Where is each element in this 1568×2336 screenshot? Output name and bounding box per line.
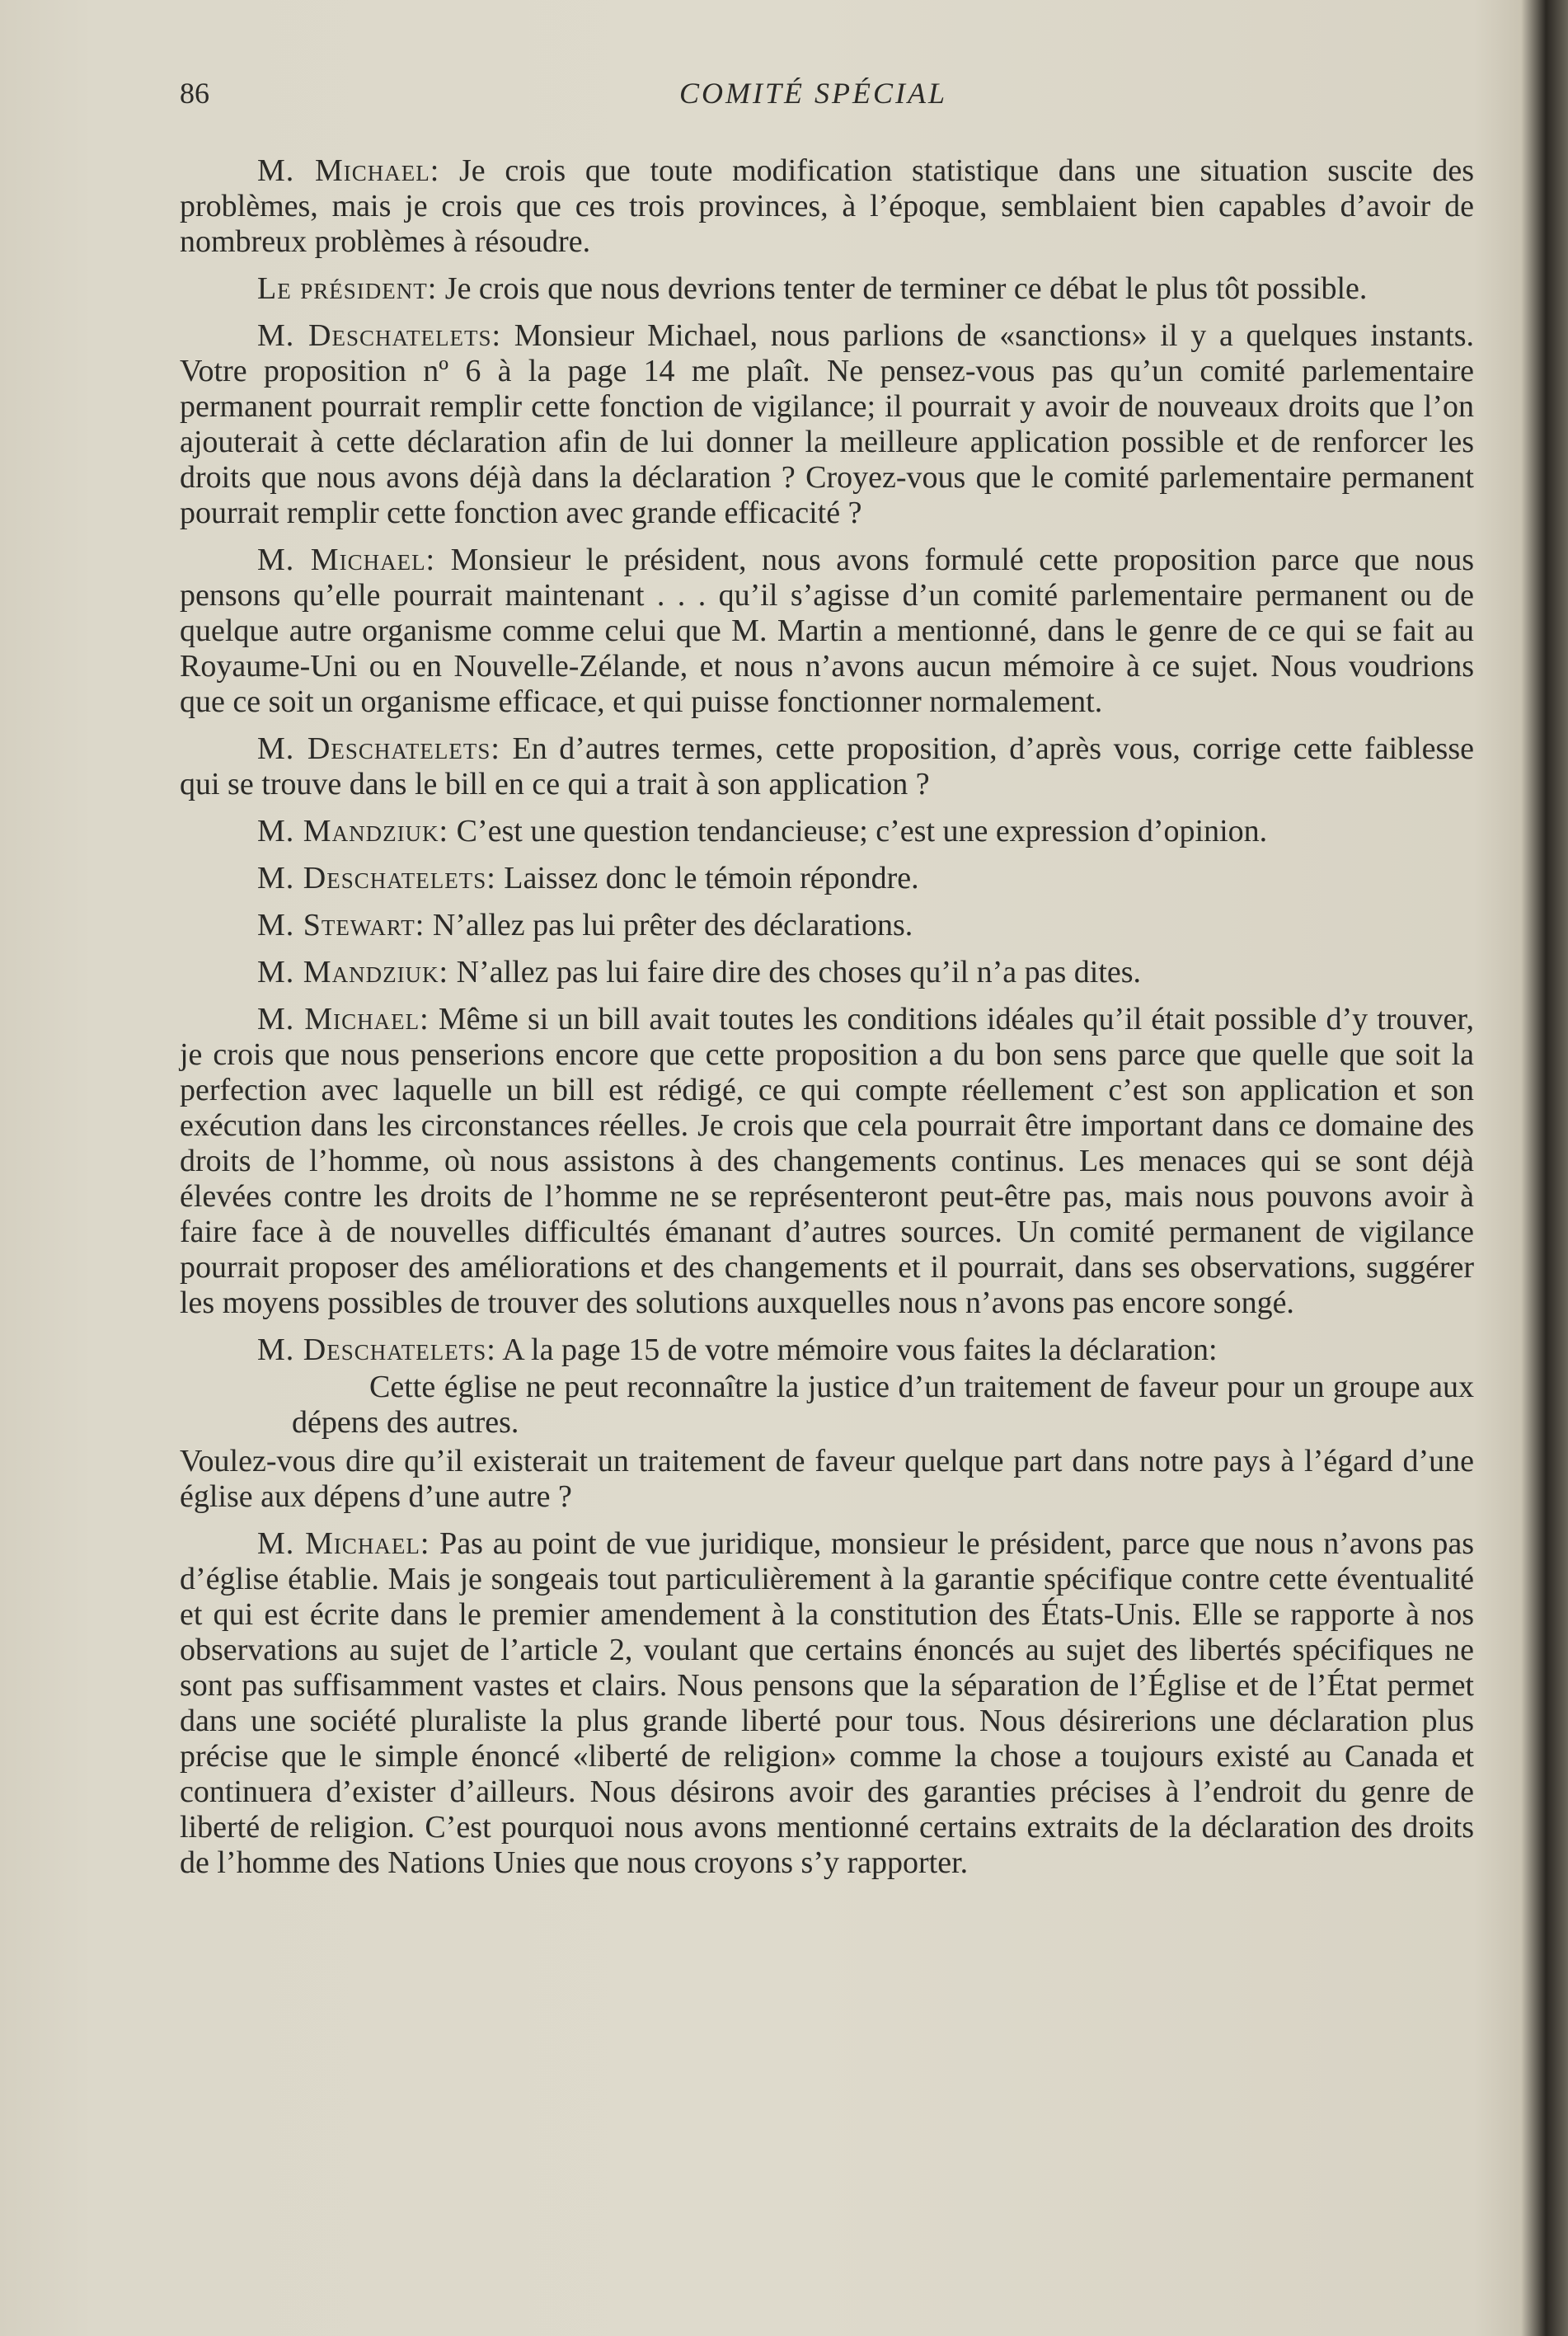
- paragraph: [180, 318, 1474, 531]
- paragraph: [180, 908, 1474, 943]
- paragraph-text: Je crois que toute modification statistique dans une situation suscite des problèmes, mais je crois que ces trois provinces, à l’époque, semblaient bien capables d’avoir de nombreux problèmes à résoudre.: [180, 153, 1474, 259]
- paragraph-text: Monsieur Michael, nous parlions de «sanctions» il y a quelques instants. Votre proposition nº 6 à la page 14 me plaît. Ne pensez-vous pas qu’un comité parlementaire permanent pourrait remplir cette fonction de vigilance; il pourrait y avoir de nouveaux droits que l’on ajouterait à cette déclaration afin de lui donner la meilleure application possible et de renforcer les droits que nous avons déjà dans la déclaration ? Croyez-vous que le comité parlementaire permanent pourrait remplir cette fonction avec grande efficacité ?: [180, 318, 1474, 530]
- paragraph-text: Même si un bill avait toutes les conditions idéales qu’il était possible d’y trouver, je crois que nous penserions encore que cette proposition a du bon sens parce que quelle que soit la perfection avec laquelle un bill est rédigé, ce qui compte réellement c’est son application et son exécution dans les circonstances réelles. Je crois que cela pourrait être important dans ce domaine des droits de l’homme, où nous assistons à des changements continus. Les menaces qui se sont déjà élevées contre les droits de l’homme ne se représenteront peut-être pas, mais nous pouvons avoir à faire face à de nouvelles difficultés émanant d’autres sources. Un comité permanent de vigilance pourrait proposer des améliorations et des changements et il pourrait, dans ses observations, suggérer les moyens possibles de trouver des solutions auxquelles nous n’avons pas encore songé.: [180, 1002, 1474, 1320]
- speaker-name: M. Mandziuk:: [257, 814, 449, 848]
- speaker-name: M. Michael:: [257, 543, 436, 577]
- paragraph: [180, 543, 1474, 720]
- speaker-name: M. Deschatelets:: [257, 318, 502, 353]
- speaker-name: M. Deschatelets:: [257, 1333, 496, 1367]
- continuation-paragraph: Voulez-vous dire qu’il existerait un traitement de faveur quelque part dans notre pays à l’égard d’une église aux dépens d’une autre ?: [180, 1444, 1474, 1514]
- paragraph-text: A la page 15 de votre mémoire vous faites la déclaration:: [495, 1333, 1218, 1367]
- transcript-body: [180, 153, 1474, 1892]
- paragraph: [180, 1526, 1474, 1881]
- paragraph-text: C’est une question tendancieuse; c’est une expression d’opinion.: [448, 814, 1268, 848]
- speaker-name: M. Deschatelets:: [257, 861, 496, 895]
- block-quote: Cette église ne peut reconnaître la justice d’un traitement de faveur pour un groupe aux dépens des autres.: [292, 1370, 1474, 1440]
- paragraph-text: Monsieur le président, nous avons formulé cette proposition parce que nous pensons qu’elle pourrait maintenant . . . qu’il s’agisse d’un comité parlementaire permanent ou de quelque autre organisme comme celui que M. Martin a mentionné, dans le genre de ce qui se fait au Royaume-Uni ou en Nouvelle-Zélande, et nous n’avons aucun mémoire à ce sujet. Nous voudrions que ce soit un organisme efficace, et qui puisse fonctionner normalement.: [180, 543, 1474, 719]
- speaker-name: M. Michael:: [257, 1526, 430, 1561]
- paragraph: [180, 955, 1474, 990]
- speaker-name: M. Stewart:: [257, 908, 425, 942]
- paragraph: [180, 731, 1474, 802]
- paragraph-text: N’allez pas lui prêter des déclarations.: [425, 908, 913, 942]
- speaker-name: M. Michael:: [257, 1002, 430, 1036]
- paragraph-text: Je crois que nous devrions tenter de terminer ce débat le plus tôt possible.: [437, 271, 1368, 306]
- paragraph: [180, 153, 1474, 260]
- speaker-name: M. Deschatelets:: [257, 731, 500, 766]
- paragraph-text: En d’autres termes, cette proposition, d’après vous, corrige cette faiblesse qui se trouve dans le bill en ce qui a trait à son application ?: [180, 731, 1474, 801]
- paragraph: [180, 814, 1474, 849]
- page-number: 86: [180, 77, 209, 110]
- speaker-name: M. Mandziuk:: [257, 955, 449, 989]
- paragraph-text: Pas au point de vue juridique, monsieur le président, parce que nous n’avons pas d’église établie. Mais je songeais tout particulièrement à la garantie spécifique contre cette éventualité et qui est écrite dans le premier amendement à la constitution des États-Unis. Elle se rapporte à nos observations au sujet de l’article 2, voulant que certains énoncés au sujet des libertés spécifiques ne sont pas suffisamment vastes et clairs. Nous pensons que la séparation de l’Église et de l’État permet dans une société pluraliste la plus grande liberté pour tous. Nous désirerions une déclaration plus précise que le simple énoncé «liberté de religion» comme la chose a toujours existé au Canada et continuera d’exister d’ailleurs. Nous désirons avoir des garanties précises à l’endroit du genre de liberté de religion. C’est pourquoi nous avons mentionné certains extraits de la déclaration des droits de l’homme des Nations Unies que nous croyons s’y rapporter.: [180, 1526, 1475, 1880]
- paragraph: [180, 1002, 1474, 1321]
- paragraph: [180, 861, 1474, 896]
- speaker-name: Le président:: [257, 271, 438, 306]
- paragraph-text: Laissez donc le témoin répondre.: [495, 861, 919, 895]
- running-title: COMITÉ SPÉCIAL: [679, 77, 947, 110]
- paragraph: [180, 271, 1474, 307]
- speaker-name: M. Michael:: [257, 153, 440, 188]
- paragraph-text: N’allez pas lui faire dire des choses qu’il n’a pas dites.: [448, 955, 1142, 989]
- paragraph: [180, 1333, 1474, 1368]
- page-header: [180, 76, 1474, 117]
